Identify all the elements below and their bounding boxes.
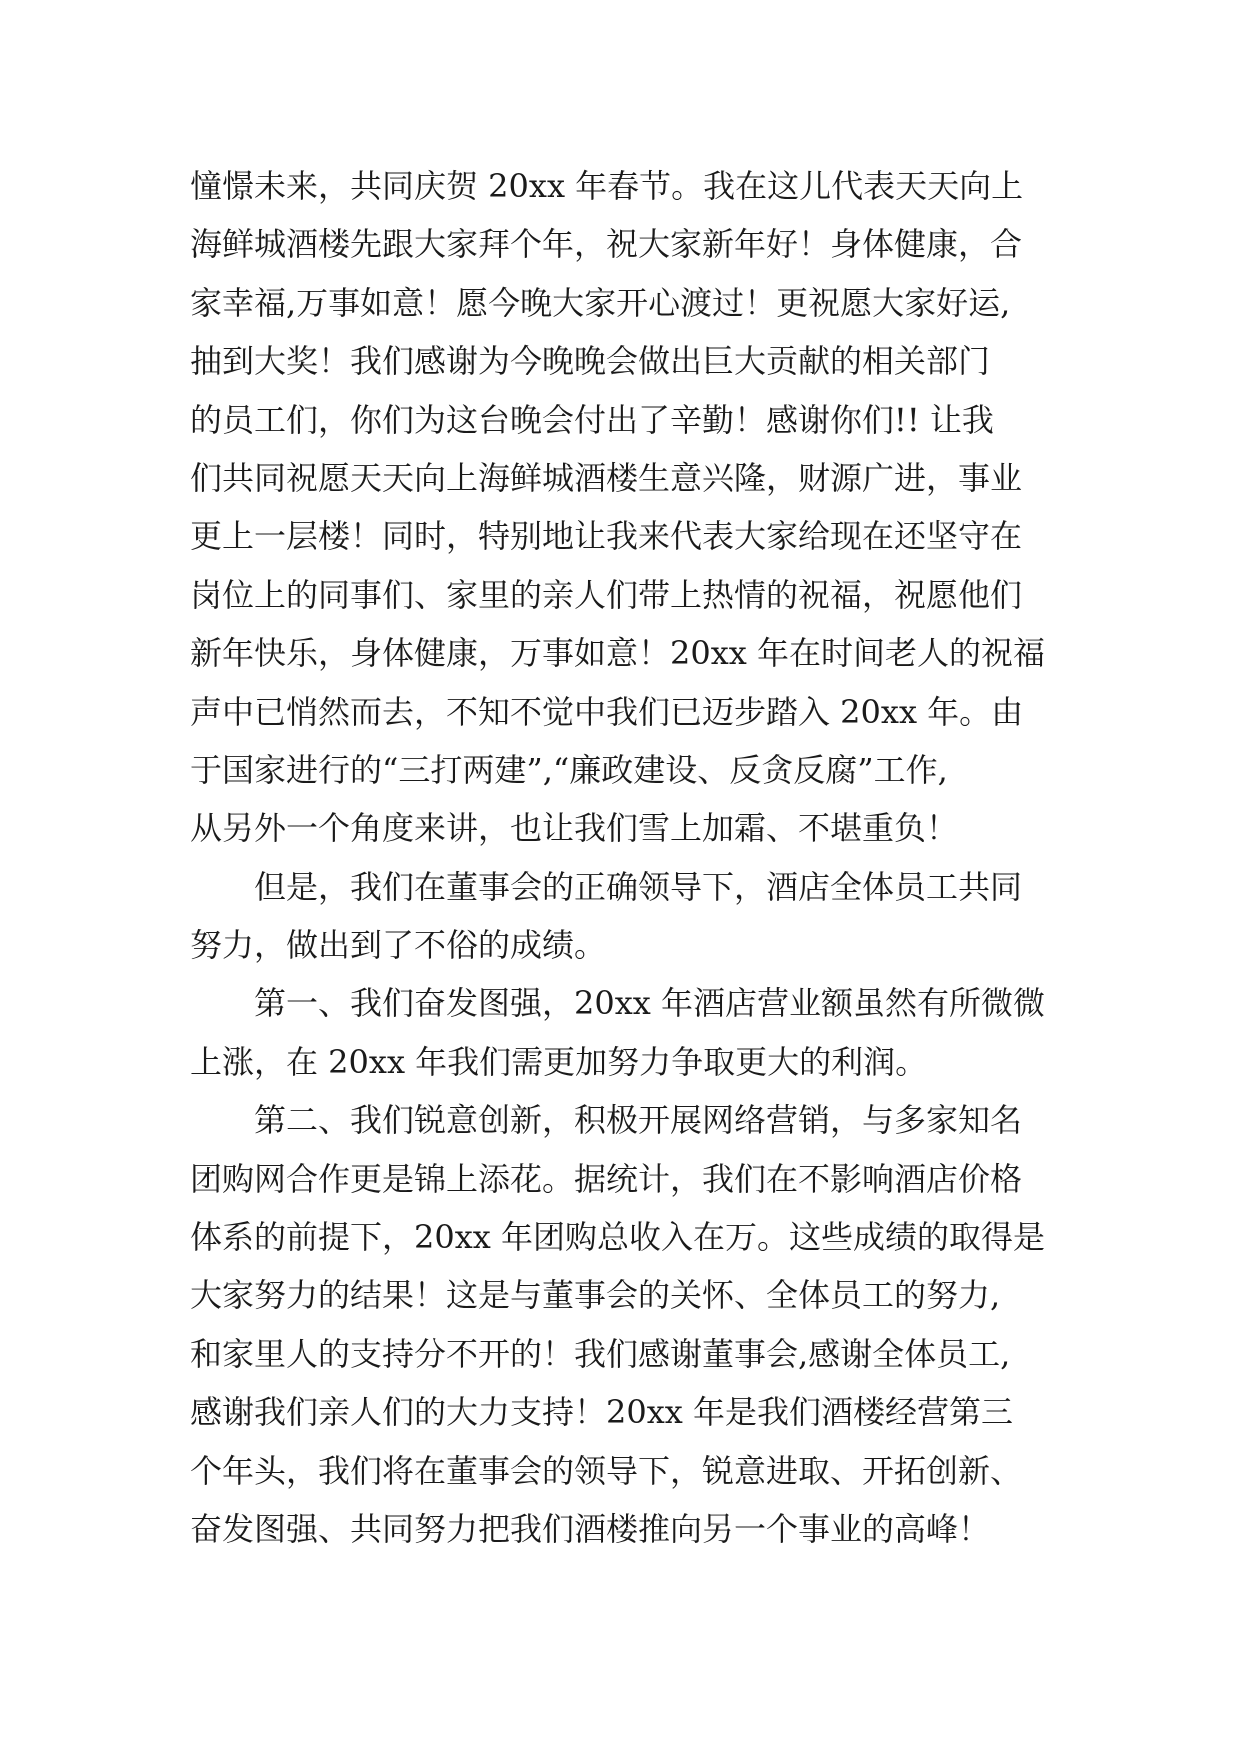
text-line: 奋发图强、共同努力把我们酒楼推向另一个事业的高峰！ (190, 1509, 991, 1548)
body-text (190, 157, 1070, 1558)
text-line: 团购网合作更是锦上添花。据统计，我们在不影响酒店价格 (190, 1159, 1023, 1198)
text-line: 海鲜城酒楼先跟大家拜个年，祝大家新年好！身体健康，合 (190, 225, 1023, 264)
text-line: 上涨，在 20xx 年我们需更加努力争取更大的利润。 (190, 1042, 928, 1081)
text-line: 声中已悄然而去，不知不觉中我们已迈步踏入 20xx 年。由 (190, 692, 1024, 731)
text-line: 第一、我们奋发图强，20xx 年酒店营业额虽然有所微微 (254, 984, 1045, 1023)
text-line: 但是，我们在董事会的正确领导下，酒店全体员工共同 (254, 867, 1023, 906)
paragraph-1 (190, 157, 1070, 858)
text-line: 体系的前提下，20xx 年团购总收入在万。这些成绩的取得是 (190, 1218, 1045, 1257)
text-line: 第二、我们锐意创新，积极开展网络营销，与多家知名 (254, 1101, 1023, 1140)
text-line: 新年快乐，身体健康，万事如意！20xx 年在时间老人的祝福 (190, 634, 1045, 673)
text-line: 们共同祝愿天天向上海鲜城酒楼生意兴隆，财源广进，事业 (190, 458, 1023, 497)
text-line: 从另外一个角度来讲，也让我们雪上加霜、不堪重负！ (190, 809, 959, 848)
paragraph-4 (190, 1091, 1070, 1558)
text-line: 个年头，我们将在董事会的领导下，锐意进取、开拓创新、 (190, 1451, 1023, 1490)
text-line: 于国家进行的“三打两建”,“廉政建设、反贪反腐”工作, (190, 750, 948, 789)
paragraph-2 (190, 858, 1070, 975)
text-line: 家幸福,万事如意！愿今晚大家开心渡过！更祝愿大家好运, (190, 283, 1011, 322)
text-line: 大家努力的结果！这是与董事会的关怀、全体员工的努力, (190, 1276, 1001, 1315)
text-line: 努力，做出到了不俗的成绩。 (190, 926, 607, 965)
text-line: 抽到大奖！我们感谢为今晚晚会做出巨大贡献的相关部门 (190, 342, 991, 381)
text-line: 岗位上的同事们、家里的亲人们带上热情的祝福，祝愿他们 (190, 575, 1023, 614)
text-line: 的员工们，你们为这台晚会付出了辛勤！感谢你们!! 让我 (190, 400, 994, 439)
text-line: 感谢我们亲人们的大力支持！20xx 年是我们酒楼经营第三 (190, 1393, 1013, 1432)
text-line: 和家里人的支持分不开的！我们感谢董事会,感谢全体员工, (190, 1334, 1011, 1373)
paragraph-3 (190, 974, 1070, 1091)
text-line: 更上一层楼！同时，特别地让我来代表大家给现在还坚守在 (190, 517, 1023, 556)
text-line: 憧憬未来，共同庆贺 20xx 年春节。我在这儿代表天天向上 (190, 167, 1024, 205)
